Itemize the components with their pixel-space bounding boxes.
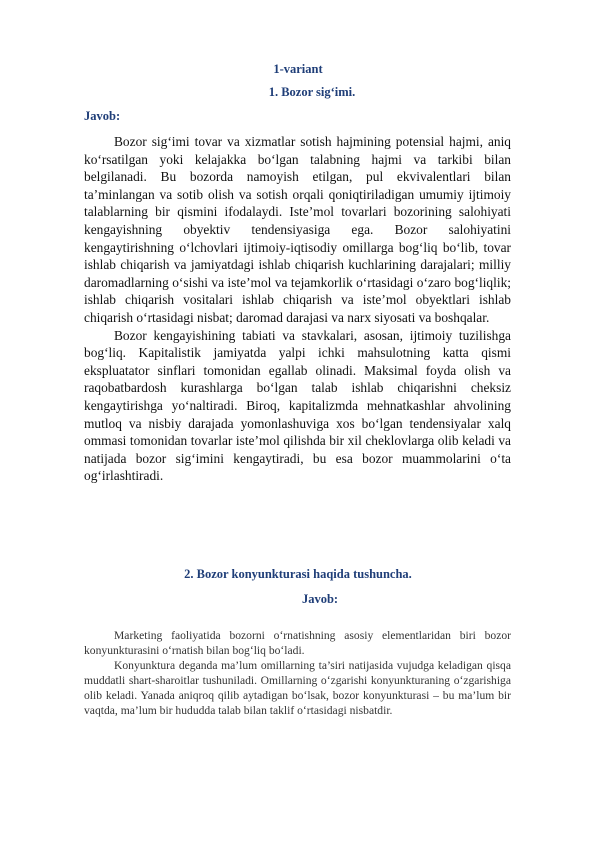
variant-title: 1-variant: [273, 62, 323, 76]
answer-2-label: Javob:: [301, 592, 339, 606]
question-2-heading: 2. Bozor konyunkturasi haqida tushuncha.: [184, 567, 412, 581]
answer-1-label: Javob:: [84, 109, 121, 123]
answer-2-paragraph-2: Konyunktura deganda ma’lum omillarning ta’siri natijasida vujudga keladigan qisqa muddatli shart-sharoitlar tushuniladi. Omillarning o‘zgarishi konyunkturaning o‘zgarishiga olib keladi. Yanada aniqroq qilib aytadigan bo‘lsak, bozor konyunkturasi – bu ma’lum bir vaqtda, ma’lum bir hududda talab bilan taklif o‘rtasidagi nisbatdir.: [84, 659, 511, 717]
answer-1-paragraph-1: Bozor sig‘imi tovar va xizmatlar sotish hajmining potensial hajmi, aniq ko‘rsatilgan yoki kelajakka bo‘lgan talabning hajmi va tarkibi bilan belgilanadi. Bu bozorda namoyish etilgan, pul ekvivalentlari bilan ta’minlangan va sotib olish va sotish orqali qoniqtiriladigan umumiy ijtimoiy talablarning bir qismini ifodalaydi. Iste’mol tovarlari bozorining salohiyati kengayishning obyektiv tendensiyasiga ega. Bozor salohiyatini kengaytirishning o‘lchovlari ijtimoiy-iqtisodiy omillarga bog‘liq bo‘lib, tovar ishlab chiqarish va jamiyatdagi ishlab chiqarish kuchlarining darajalari; milliy daromadlarning o‘sishi va iste’mol va tejamkorlik o‘rtasidagi o‘zaro bog‘liqlik; ishlab chiqarish vositalari ishlab chiqarish va iste’mol obyektlari ishlab chiqarish o‘rtasidagi nisbat; daromad darajasi va narx siyosati va boshqalar.: [84, 134, 511, 325]
question-1-heading: 1. Bozor sig‘imi.: [268, 85, 356, 99]
answer-1-body: [84, 133, 511, 485]
answer-1-paragraph-2: Bozor kengayishining tabiati va stavkalari, asosan, ijtimoiy tuzilishga bog‘liq. Kapitalistik jamiyatda yalpi ichki mahsulotning katta qismi ekspluatator sinflari tomonidan egallab olinadi. Maksimal foyda olish va raqobatbardosh kurashlarga bo‘lgan talab ishlab chiqarishni cheksiz kengaytirishga yo‘naltiradi. Biroq, kapitalizmda mehnatkashlar ahvolining mutloq va nisbiy darajada yomonlashuviga xos bo‘lgan tendensiyalar xalq ommasi tomonidan tovarlar iste’mol qilishda bir xil cheklovlarga olib keladi va natijada bozor sig‘imini kengaytiradi, bu esa bozor muammolarini o‘ta og‘irlashtiradi.: [84, 327, 511, 484]
answer-2-body: [84, 628, 511, 718]
answer-2-paragraph-1: Marketing faoliyatida bozorni o‘rnatishning asosiy elementlaridan biri bozor konyunkturasini o‘rnatish bilan bog‘liq bo‘ladi.: [84, 629, 511, 657]
